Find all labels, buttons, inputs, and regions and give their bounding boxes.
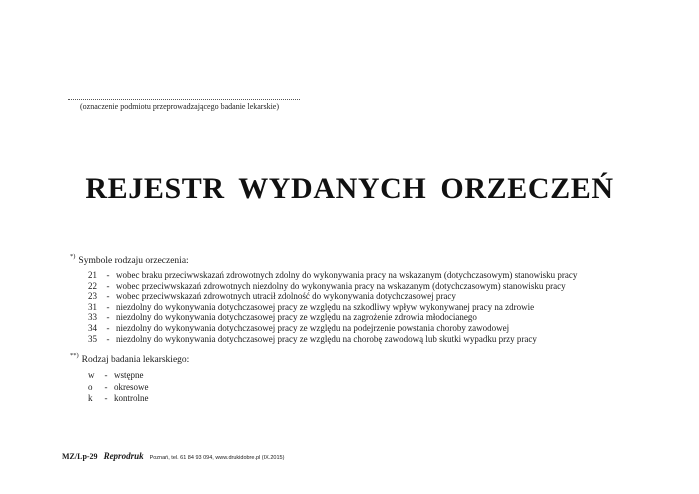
separator-dash: - [106, 322, 110, 333]
separator-dash: - [106, 270, 110, 280]
type-description: kontrolne [114, 393, 149, 403]
list-item [88, 370, 149, 382]
type-letter: o [88, 381, 93, 392]
subject-signature-line [68, 99, 300, 100]
symbol-description: wobec przeciwwskazań zdrowotnych utracił zdolność do wykonywania dotychczasowej pracy [116, 291, 456, 302]
separator-dash: - [104, 370, 108, 380]
publisher-logo: Reprodruk [103, 451, 144, 461]
symbol-code: 34 [88, 322, 97, 333]
type-description: wstępne [114, 370, 144, 380]
decision-symbols-label: Symbole rodzaju orzeczenia: [78, 256, 189, 267]
symbol-description: niezdolny do wykonywania dotychczasowej pracy ze względu na zagrożenie zdrowia młodocianego [116, 312, 477, 323]
publisher-info: Poznań, tel. 61 84 93 094, www.drukidobre.pl (IX.2015) [149, 455, 285, 461]
separator-dash: - [106, 333, 110, 344]
list-item [88, 393, 149, 405]
decision-symbols-list [88, 270, 577, 344]
type-letter: k [88, 393, 93, 403]
symbol-code: 21 [88, 270, 97, 280]
separator-dash: - [104, 381, 108, 392]
exam-type-heading [70, 353, 189, 365]
list-item [88, 270, 577, 281]
symbol-code: 31 [88, 301, 97, 312]
symbol-description: wobec braku przeciwwskazań zdrowotnych zdolny do wykonywania pracy na wskazanym (dotychczasowym) stanowisku pracy [116, 270, 578, 280]
footnote-marker: **) [70, 352, 79, 359]
separator-dash: - [106, 291, 110, 302]
subject-caption: (oznaczenie podmiotu przeprowadzającego badanie lekarskie) [80, 102, 280, 111]
list-item [88, 323, 577, 334]
list-item [88, 334, 577, 345]
footnote-marker: *) [70, 253, 76, 260]
decision-symbols-heading [70, 254, 189, 266]
separator-dash: - [104, 393, 108, 403]
list-item [88, 291, 577, 302]
form-code: MZ/Lp-29 [62, 452, 98, 461]
exam-type-label: Rodzaj badania lekarskiego: [81, 355, 190, 366]
separator-dash: - [106, 280, 110, 291]
type-letter: w [88, 370, 95, 380]
symbol-description: niezdolny do wykonywania dotychczasowej pracy ze względu na podejrzenie powstania choroby zawodowej [116, 322, 510, 333]
symbol-description: niezdolny do wykonywania dotychczasowej pracy ze względu na chorobę zawodową lub skutki wypadku przy pracy [116, 333, 537, 344]
separator-dash: - [106, 312, 110, 323]
symbol-description: wobec przeciwwskazań zdrowotnych niezdolny do wykonywania pracy na wskazanym (dotychczasowym) stanowisku pracy [116, 280, 566, 291]
list-item [88, 382, 149, 394]
list-item [88, 281, 577, 292]
list-item [88, 302, 577, 313]
symbol-description: niezdolny do wykonywania dotychczasowej pracy ze względu na szkodliwy wpływ wykonywanej pracy na zdrowie [116, 301, 535, 312]
list-item [88, 312, 577, 323]
exam-type-list [88, 370, 149, 405]
symbol-code: 22 [88, 280, 97, 291]
footer [62, 446, 284, 464]
separator-dash: - [106, 301, 110, 312]
symbol-code: 33 [88, 312, 97, 323]
symbol-code: 35 [88, 333, 97, 344]
page-title: REJESTR WYDANYCH ORZECZEŃ [85, 172, 614, 205]
type-description: okresowe [114, 381, 149, 392]
symbol-code: 23 [88, 291, 97, 302]
